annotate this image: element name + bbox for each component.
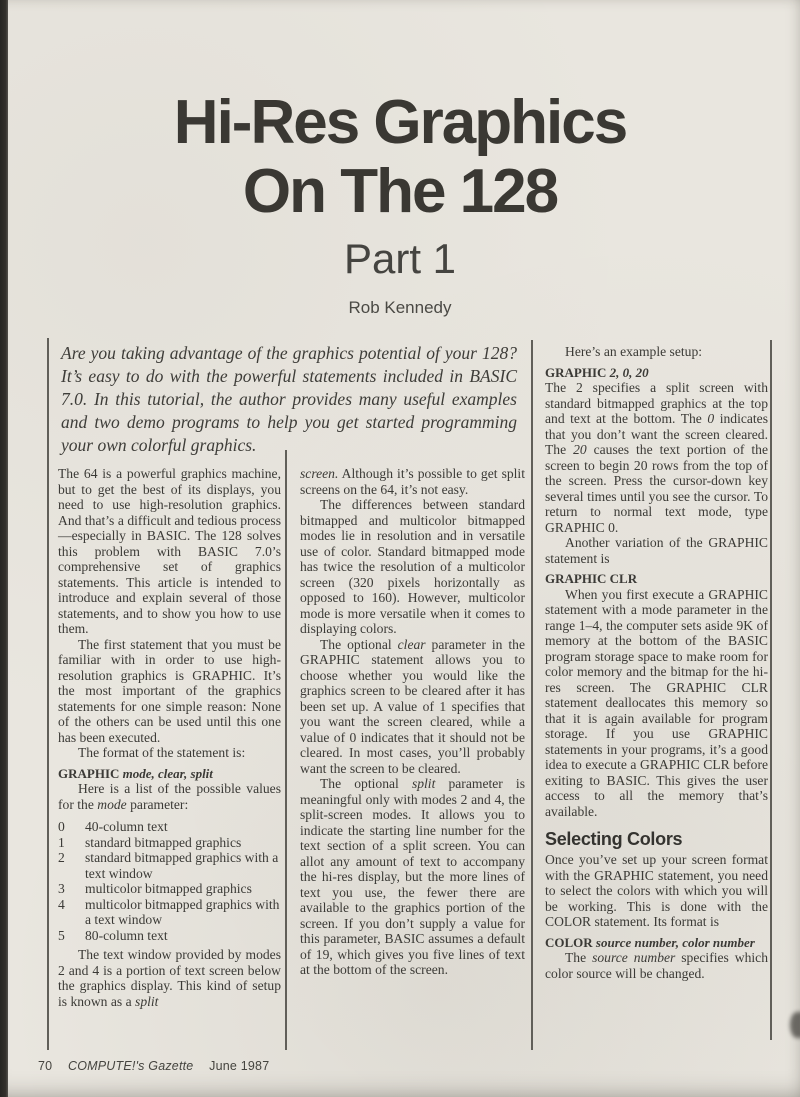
text-segment: 20 <box>573 442 587 457</box>
text-segment: source number, color number <box>595 934 755 950</box>
body-paragraph <box>58 947 281 1009</box>
column-1 <box>58 466 281 1009</box>
mode-list-item <box>58 819 281 835</box>
text-segment: Once you’ve set up your screen format with the GRAPHIC statement, you need to select the colors with which you will be working. This is done with the COLOR statement. Its format is <box>545 852 768 929</box>
mode-number: 2 <box>58 850 65 865</box>
statement-format-line <box>545 365 768 381</box>
text-segment: When you first execute a GRAPHIC statement with a mode parameter in the range 1–4, the computer sets aside 9K of memory at the bottom of the BASIC program storage space to make room for color memory and the bitmap for the hi-res screen. The GRAPHIC CLR statement deallocates this memory so that it is again available for program storage. If you use GRAPHIC statements in your programs, it’s a good idea to execute a GRAPHIC CLR before exiting to BASIC. This gives the user access to all the memory that’s available. <box>545 586 768 819</box>
column-3 <box>545 344 768 981</box>
body-paragraph <box>58 781 281 812</box>
text-segment: GRAPHIC <box>58 765 123 781</box>
mode-list-item <box>58 897 281 928</box>
text-segment: GRAPHIC <box>545 364 610 380</box>
article-masthead <box>0 88 800 318</box>
mode-number: 3 <box>58 881 65 896</box>
footer <box>38 1059 269 1073</box>
text-segment: The differences between standard bitmapped and multicolor bitmapped modes lie in resolution and in versatile use of color. Standard bitmapped mode has twice the resolution of a multicolor screen (320 pixels horizontally as opposed to 160). However, multicolor mode is more versatile when it comes to displaying colors. <box>300 497 525 636</box>
title-line-1: Hi-Res Graphics <box>173 88 627 157</box>
mode-description: multicolor bitmapped graphics with a text window <box>85 896 280 927</box>
text-segment: Another variation of the GRAPHIC statement is <box>545 535 768 566</box>
mode-value-list <box>58 819 281 943</box>
body-paragraph <box>300 466 525 497</box>
mode-description: 40-column text <box>85 819 168 834</box>
mode-description: 80-column text <box>85 927 168 943</box>
mode-number: 4 <box>58 896 65 912</box>
text-segment: The first statement that you must be familiar with in order to use high-resolution graphics is GRAPHIC. It’s the most important of the graphics statements for one simple reason: None of the others can be used until this one has been executed. <box>58 636 281 745</box>
vertical-rule-left <box>47 338 49 1050</box>
text-segment: GRAPHIC CLR <box>545 571 638 586</box>
body-paragraph <box>58 745 281 761</box>
mode-description: multicolor bitmapped graphics <box>85 881 252 896</box>
text-segment: The text window provided by modes 2 and 4 is a portion of text screen below the graphics display. This kind of setup is known as a <box>58 947 281 1009</box>
body-paragraph <box>545 587 768 820</box>
body-paragraph <box>300 637 525 777</box>
text-segment: split <box>135 993 159 1009</box>
mode-number: 1 <box>58 834 65 850</box>
body-paragraph <box>300 776 525 978</box>
mode-description: standard bitmapped graphics with a text window <box>85 850 279 881</box>
issue-date: June 1987 <box>209 1059 270 1073</box>
text-segment: clear <box>397 636 426 652</box>
vertical-rule-col2-col3 <box>531 340 533 1050</box>
text-segment: The format of the statement is: <box>78 745 246 760</box>
mode-number: 0 <box>58 819 65 834</box>
text-segment: mode <box>97 796 127 812</box>
article-subtitle: Part 1 <box>343 235 457 282</box>
text-segment: source number <box>592 950 676 965</box>
body-paragraph <box>58 637 281 746</box>
body-paragraph <box>545 852 768 930</box>
body-paragraph <box>300 497 525 637</box>
body-paragraph <box>58 466 281 637</box>
mode-list-item <box>58 835 281 851</box>
mode-list-item <box>58 881 281 897</box>
text-segment: The <box>565 950 593 965</box>
statement-format-line <box>545 935 768 951</box>
text-segment: split <box>411 776 436 791</box>
text-segment: COLOR <box>545 934 596 950</box>
text-segment: Here’s an example setup: <box>565 344 703 359</box>
text-segment: Although it’s possible to get split screens on the 64, it’s not easy. <box>300 466 525 497</box>
text-segment: causes the text portion of the screen to begin 20 rows from the top of the screen. Press the cursor-down key several times until you see the cursor. To return to normal text mode, type GRAPHIC 0. <box>545 442 768 535</box>
mode-list-item <box>58 850 281 881</box>
text-segment: parameter is meaningful only with modes 2 and 4, the split-screen modes. It allows you to indicate the starting line number for the text section of a split screen. You can allot any amount of text to accompany the hi-res display, but the more lines of text you use, the fewer there are available to the graphics portion of the screen. If you don’t supply a value for this parameter, BASIC assumes a default of 19, which gives you five lines of text at the bottom of the screen. <box>300 776 526 977</box>
body-paragraph <box>545 950 768 981</box>
text-segment: Here is a list of the possible values for the <box>58 781 281 812</box>
page-title <box>0 88 800 226</box>
text-segment: parameter in the GRAPHIC statement allows you to choose whether you would like the graphics screen to be cleared after it has been set up. A value of 1 specifies that you want the screen cleared, while a value of 0 indicates that it should not be cleared. In most cases, you’ll probably want the screen to be cleared. <box>300 636 526 776</box>
body-paragraph <box>545 535 768 566</box>
text-segment: indicates that you don’t want the screen cleared. The <box>545 411 769 457</box>
intro-paragraph: Are you taking advantage of the graphics potential of your 128? It’s easy to do with the powerful statements included in BASIC 7.0. In this tutorial, the author provides many useful examples and two demo programs to help you get started programming your own colorful graphics. <box>61 343 517 455</box>
text-segment: 0 <box>707 411 715 426</box>
vertical-rule-right <box>770 340 772 1040</box>
text-segment: mode, clear, split <box>122 765 213 781</box>
text-segment: 2, 0, 20 <box>609 364 649 380</box>
page-number: 70 <box>38 1059 53 1073</box>
title-line-2: On The 128 <box>242 157 558 226</box>
statement-format-line <box>545 571 768 587</box>
text-segment: specifies which color source will be changed. <box>545 950 768 981</box>
mode-description: standard bitmapped graphics <box>85 834 242 850</box>
body-paragraph <box>545 380 768 535</box>
statement-format-line <box>58 766 281 782</box>
text-segment: The 2 specifies a split screen with standard bitmapped graphics at the top and text at the bottom. The <box>545 380 768 426</box>
text-segment: The optional <box>320 776 412 791</box>
scan-blotch <box>790 1012 800 1038</box>
column-2 <box>300 466 525 978</box>
text-segment: The optional <box>320 636 398 652</box>
text-segment: screen. <box>300 466 339 481</box>
vertical-rule-col1-col2 <box>285 450 287 1050</box>
magazine-name: COMPUTE!'s Gazette <box>68 1059 194 1073</box>
mode-list-item <box>58 928 281 944</box>
author-byline: Rob Kennedy <box>348 298 452 317</box>
text-segment: The 64 is a powerful graphics machine, but to get the best of its displays, you need to use high-resolution graphics. And that’s a difficult and tedious process—especially in BASIC. The 128 solves this problem with BASIC 7.0’s comprehensive set of graphics statements. This article is intended to introduce and explain several of those statements, and to show you how to use them. <box>58 466 281 636</box>
text-segment: parameter: <box>126 796 189 812</box>
mode-number: 5 <box>58 927 65 943</box>
section-heading: Selecting Colors <box>545 829 683 849</box>
body-paragraph <box>545 344 768 360</box>
